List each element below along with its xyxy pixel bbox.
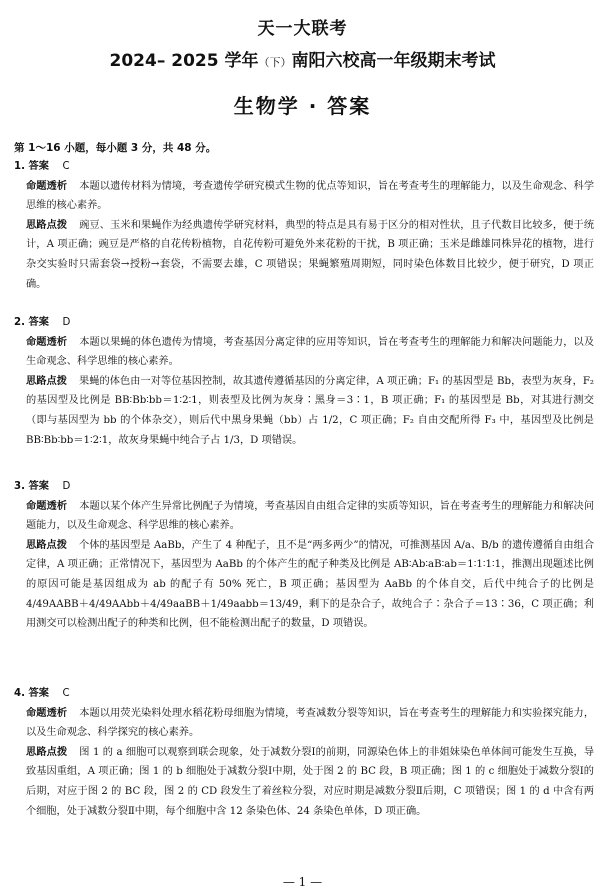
question-3 [14, 477, 594, 634]
exam-year: 2024– 2025 学年 [109, 51, 259, 71]
question-number: 1. [14, 161, 25, 172]
tip-paragraph [26, 743, 594, 821]
intent-text: 本题以遗传材料为情境，考查遗传学研究模式生物的优点等知识，旨在考查考生的理解能力，以及生命观念、科学思维的核心素养。 [26, 180, 595, 212]
exam-title [0, 46, 605, 71]
answer-label: 答案 [28, 481, 49, 492]
answer-label: 答案 [28, 317, 49, 328]
answer-label: 答案 [28, 688, 49, 699]
question-head [14, 684, 594, 704]
question-2 [14, 313, 594, 450]
tip-label: 思路点拨 [26, 539, 67, 551]
intent-paragraph [26, 177, 594, 216]
intent-paragraph [26, 497, 594, 536]
intent-paragraph [26, 333, 594, 372]
answer-value: C [62, 688, 70, 699]
tip-text: 图 1 的 a 细胞可以观察到联会现象，处于减数分裂Ⅰ的前期，同源染色体上的非姐妹染色单体间可能发生互换，导致基因重组，A 项正确；图 1 的 b 细胞处于减数分裂Ⅰ中期，处于图 2 的 BC 段，B 项正确；图 1 的 c 细胞处于减数分裂Ⅰ的后期，对应于图 2 的 BC 段，图 2 的 CD 段发生了着丝粒分裂，对应时期是减数分裂Ⅱ后期，C 项错误；图 1 的 d 中含有两个细胞，处于减数分裂Ⅱ中期，每个细胞中含 12 条染色体、24 条染色单体，D 项正确。 [26, 746, 595, 817]
question-head [14, 157, 594, 177]
tip-label: 思路点拨 [26, 219, 68, 231]
question-4 [14, 684, 594, 821]
intent-text: 本题以用荧光染料处理水稻花粉母细胞为情境，考查减数分裂等知识，旨在考查考生的理解能力和实验探究能力，以及生命观念、科学探究的核心素养。 [26, 707, 595, 739]
intent-label: 命题透析 [26, 336, 68, 348]
question-number: 3. [14, 481, 25, 492]
question-number: 4. [14, 688, 25, 699]
tip-label: 思路点拨 [26, 746, 68, 758]
intent-text: 本题以果蝇的体色遗传为情境，考查基因分离定律的应用等知识，旨在考查考生的理解能力和解决问题能力，以及生命观念、科学思维的核心素养。 [26, 336, 595, 368]
exam-org-title: 天一大联考 [257, 19, 348, 39]
tip-text: 个体的基因型是 AaBb，产生了 4 种配子，且不是“两多两少”的情况，可推测基因 A/a、B/b 的遗传遵循自由组合定律，A 项正确；正常情况下，基因型为 AaBb 的个体产生的配子种类及比例是 AB∶Ab∶aB∶ab＝1∶1∶1∶1，推测出现题述比例的原因可能是基因组成为 ab 的配子有 50% 死亡，B 项正确；基因型为 AaBb 的个体自交，后代中纯合子的比例是 4/49AABB＋4/49AAbb＋4/49aaBB＋1/49aabb＝13/49，剩下的是杂合子，故纯合子∶杂合子＝13∶36，C 项正确；利用测交可以检测出配子的种类和比例，但不能检测出配子的数量，D 项错误。 [26, 539, 595, 630]
tip-paragraph [26, 216, 594, 294]
question-1 [14, 157, 594, 294]
exam-term: （下） [258, 56, 292, 69]
tip-text: 果蝇的体色由一对等位基因控制，故其遗传遵循基因的分离定律，A 项正确；F₁ 的基因型是 Bb，表型为灰身，F₂ 的基因型及比例是 BB∶Bb∶bb＝1∶2∶1，则表型及比例为灰身∶黑身＝3∶1，B 项正确；F₁ 的基因型是 Bb，对其进行测交（即与基因型为 bb 的个体杂交），则后代中黑身果蝇（bb）占 1/2，C 项正确；F₂ 自由交配所得 F₃ 中，基因型及比例是 BB∶Bb∶bb＝1∶2∶1，故灰身果蝇中纯合子占 1/3，D 项错误。 [26, 375, 594, 446]
intent-text: 本题以某个体产生异常比例配子为情境，考查基因自由组合定律的实质等知识，旨在考查考生的理解能力和解决问题能力，以及生命观念、科学思维的核心素养。 [26, 500, 595, 532]
question-number: 2. [14, 317, 25, 328]
answer-value: D [62, 317, 71, 328]
tip-label: 思路点拨 [26, 375, 68, 387]
question-head [14, 313, 594, 333]
intent-label: 命题透析 [26, 500, 68, 512]
intent-label: 命题透析 [26, 707, 68, 719]
answer-value: D [62, 481, 71, 492]
tip-text: 豌豆、玉米和果蝇作为经典遗传学研究材料，典型的特点是具有易于区分的相对性状，且子代数目比较多，便于统计，A 项正确；豌豆是严格的自花传粉植物，自花传粉可避免外来花粉的干扰，B 项正确；玉米是雌雄同株异花的植物，进行杂交实验时只需套袋→授粉→套袋，不需要去雄，C 项错误；果蝇繁殖周期短，同时染色体数目比较少，便于研究，D 项正确。 [26, 219, 595, 290]
tip-paragraph [26, 372, 594, 450]
answer-value: C [62, 161, 70, 172]
page-number: — 1 — [282, 875, 323, 889]
subject-title: 生物学 · 答案 [233, 94, 372, 118]
exam-name: 南阳六校高一年级期末考试 [291, 51, 496, 71]
intent-label: 命题透析 [26, 180, 68, 192]
question-head [14, 477, 594, 497]
section-intro: 第 1～16 小题，每小题 3 分，共 48 分。 [14, 142, 217, 154]
answer-label: 答案 [28, 161, 49, 172]
tip-paragraph [26, 536, 594, 634]
intent-paragraph [26, 704, 594, 743]
